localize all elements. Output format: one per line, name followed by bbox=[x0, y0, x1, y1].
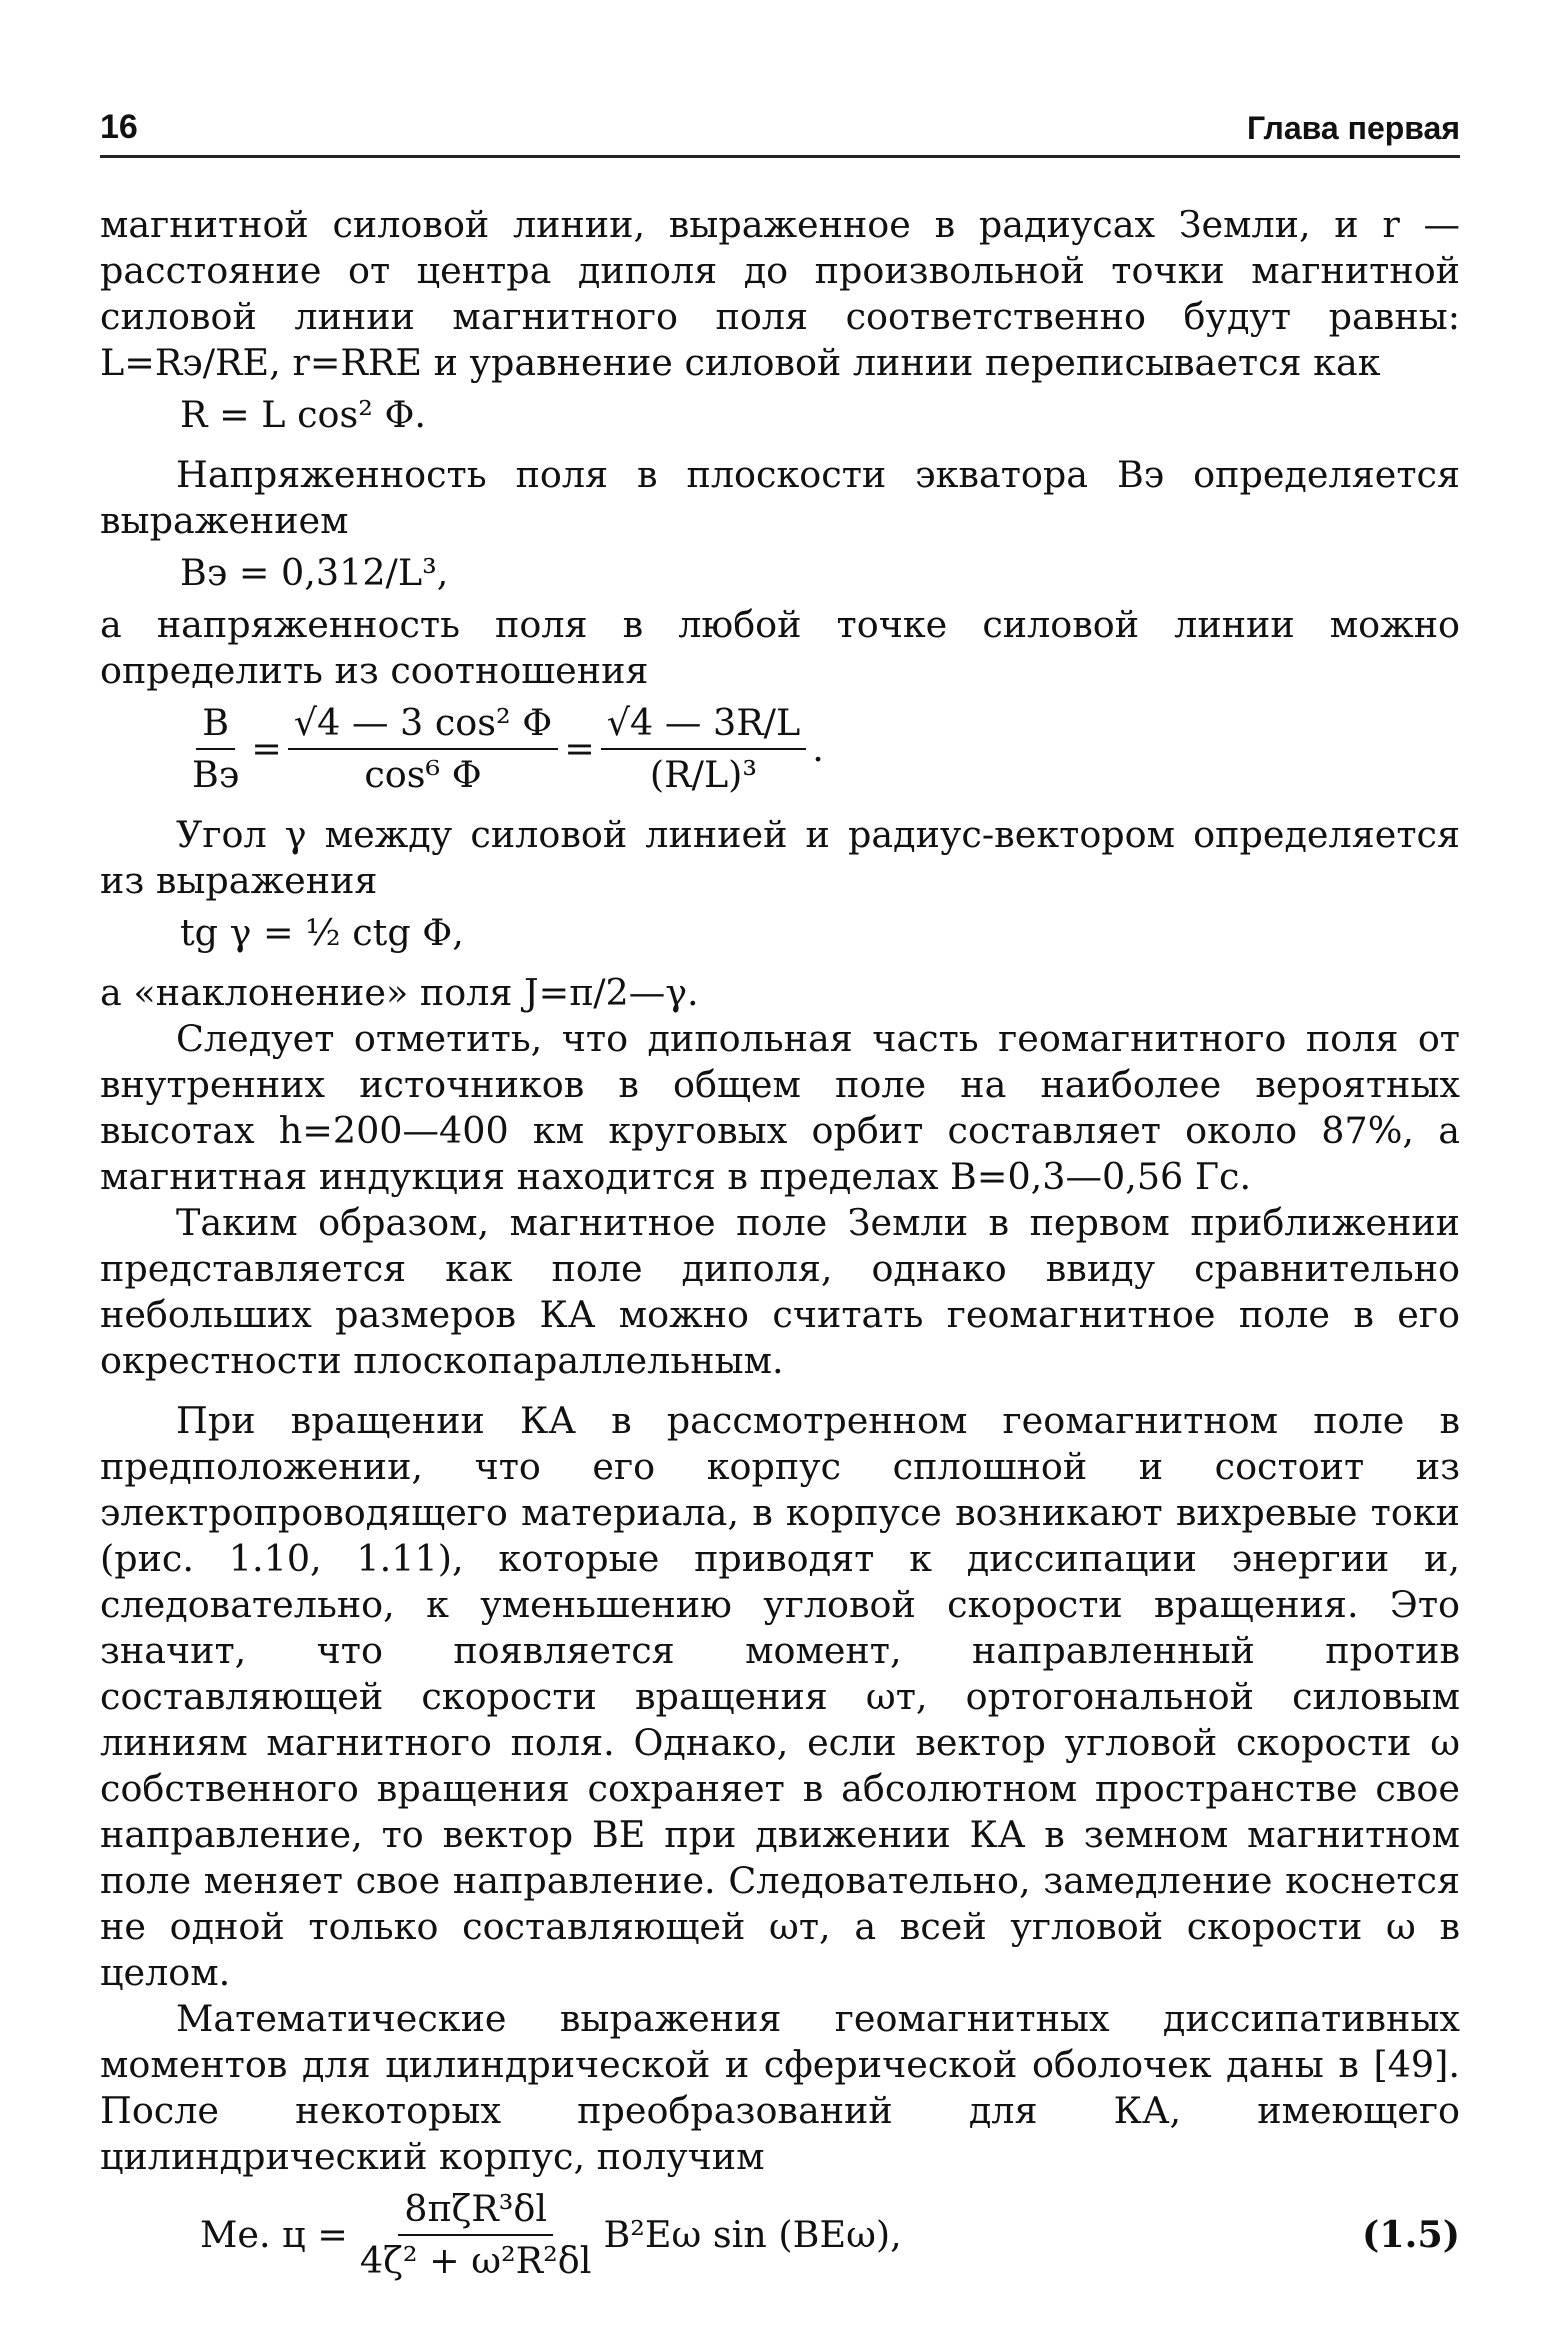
page bbox=[100, 108, 1460, 2290]
equation: R = L cos² Φ. bbox=[180, 393, 427, 436]
page-header bbox=[100, 108, 1460, 158]
paragraph: При вращении КА в рассмотренном геомагнитном поле в предположении, что его корпус сплошной и состоит из электропроводящего материала, в корпусе возникают вихревые токи (рис. 1.10, 1.11), которые приводят к диссипации энергии и, следовательно, к уменьшению угловой скорости вращения. Это значит, что появляется момент, направленный против составляющей скорости вращения ωт, ортогональной силовым линиям магнитного поля. Однако, если вектор угловой скорости ω собственного вращения сохраняет в абсолютном пространстве свое направление, то вектор BE при движении КА в земном магнитном поле меняет свое направление. Следовательно, замедление коснется не одной только составляющей ωт, а всей угловой скорости ω в целом. bbox=[100, 1399, 1460, 1994]
denominator: cos⁶ Φ bbox=[364, 753, 482, 796]
body-text bbox=[100, 202, 1460, 2284]
chapter-title: Глава первая bbox=[1247, 110, 1460, 146]
fraction bbox=[601, 700, 806, 798]
denominator: 4ζ² + ω²R²δl bbox=[359, 2239, 592, 2282]
denominator: Bэ bbox=[192, 753, 240, 796]
paragraph: Математические выражения геомагнитных диссипативных моментов для цилиндрической и сферической оболочек даны в [49]. После некоторых преобразований для КА, имеющего цилиндрический корпус, получим bbox=[100, 1997, 1460, 2178]
paragraph: Напряженность поля в плоскости экватора Bэ определяется выражением bbox=[100, 453, 1460, 542]
fraction bbox=[186, 700, 245, 798]
equation-lhs: Mе. ц = bbox=[200, 2213, 348, 2256]
paragraph: Следует отметить, что дипольная часть геомагнитного поля от внутренних источников в общем поле на наиболее вероятных высотах h=200—400 км круговых орбит составляет около 87%, а магнитная индукция находится в пределах B=0,3—0,56 Гс. bbox=[100, 1017, 1460, 1198]
denominator: (R/L)³ bbox=[649, 753, 758, 796]
fraction bbox=[354, 2186, 598, 2284]
numerator: B bbox=[196, 700, 235, 750]
numerator: 8πζR³δl bbox=[398, 2186, 553, 2236]
numerator: √4 — 3 cos² Φ bbox=[288, 700, 558, 750]
equation-number: (1.5) bbox=[1361, 2213, 1460, 2256]
paragraph: магнитной силовой линии, выраженное в радиусах Земли, и r — расстояние от центра диполя до произвольной точки магнитной силовой линии магнитного поля соответственно будут равны: L=Rэ/RE, r=RRE и уравнение силовой линии переписывается как bbox=[100, 203, 1460, 384]
equation-ratio: $\frac{B}{Bэ}$ = $\frac{\text{√4 — 3 cos² Φ}}{\text{cos⁶ Φ}}$ = $\frac{√4 — 3R/L}{\text{(R/L)³}}$ . bbox=[180, 700, 1460, 798]
equation-moment bbox=[200, 2186, 1460, 2284]
equation: tg γ = ½ ctg Φ, bbox=[180, 911, 464, 954]
paragraph: Угол γ между силовой линией и радиус-вектором определяется из выражения bbox=[100, 813, 1460, 902]
page-number: 16 bbox=[100, 108, 138, 146]
equation-rhs: B²Eω sin (BEω), bbox=[603, 2213, 902, 2256]
paragraph: а напряженность поля в любой точке силовой линии можно определить из соотношения bbox=[100, 603, 1460, 692]
equation: Bэ = 0,312/L³, bbox=[180, 551, 449, 594]
numerator: √4 — 3R/L bbox=[601, 700, 806, 750]
equation-end: . bbox=[812, 727, 824, 770]
paragraph: Таким образом, магнитное поле Земли в первом приближении представляется как поле диполя, однако ввиду сравнительно небольших размеров КА можно считать геомагнитное поле в его окрестности плоскопараллельным. bbox=[100, 1201, 1460, 1382]
paragraph: а «наклонение» поля J=π/2—γ. bbox=[100, 971, 699, 1014]
fraction bbox=[288, 700, 558, 798]
